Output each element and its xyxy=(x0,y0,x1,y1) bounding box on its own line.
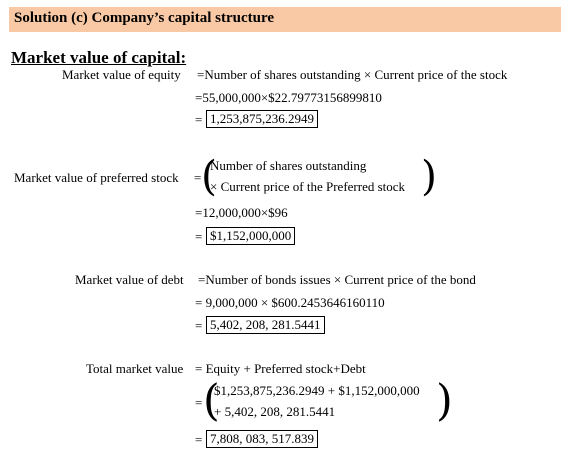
debt-substitution: = 9,000,000 × $600.2453646160110 xyxy=(195,295,385,310)
preferred-result: $1,152,000,000 xyxy=(206,227,295,245)
debt-result-box xyxy=(206,316,325,334)
total-result-box xyxy=(206,430,318,448)
debt-equals: = xyxy=(195,318,203,333)
total-paren-line1: $1,253,875,236.2949 + $1,152,000,000 xyxy=(214,383,420,398)
total-result: 7,808, 083, 517.839 xyxy=(206,430,318,448)
preferred-result-box xyxy=(206,227,295,245)
total-right-paren: ) xyxy=(436,376,453,426)
total-paren-line2: + 5,402, 208, 281.5441 xyxy=(214,404,336,419)
equity-equals: = xyxy=(195,112,203,127)
total-left-paren: ( xyxy=(203,376,220,426)
total-label: Total market value xyxy=(86,361,184,376)
preferred-paren-line2: × Current price of the Preferred stock xyxy=(210,179,406,194)
equity-substitution: =55,000,000×$22.79773156899810 xyxy=(195,90,382,105)
equity-formula: =Number of shares outstanding × Current price of the stock xyxy=(197,67,508,82)
preferred-left-paren: ( xyxy=(201,152,217,200)
equity-result: 1,253,875,236.2949 xyxy=(206,110,318,128)
debt-label: Market value of debt xyxy=(75,272,184,287)
total-formula: = Equity + Preferred stock+Debt xyxy=(195,361,366,376)
preferred-substitution: =12,000,000×$96 xyxy=(195,205,288,220)
equity-result-box xyxy=(206,110,318,128)
preferred-label: Market value of preferred stock xyxy=(14,170,179,185)
preferred-equals-2: = xyxy=(195,229,203,244)
section-heading: Market value of capital: xyxy=(11,48,187,67)
debt-result: 5,402, 208, 281.5441 xyxy=(206,316,325,334)
total-equals-2: = xyxy=(195,432,203,447)
equity-label: Market value of equity xyxy=(62,67,181,82)
debt-formula: =Number of bonds issues × Current price of the bond xyxy=(198,272,476,287)
preferred-equals: = xyxy=(194,170,202,185)
preferred-right-paren: ) xyxy=(421,152,437,200)
preferred-paren-line1: Number of shares outstanding xyxy=(210,158,367,173)
solution-title: Solution (c) Company’s capital structure xyxy=(14,10,274,26)
total-equals: = xyxy=(195,395,203,410)
